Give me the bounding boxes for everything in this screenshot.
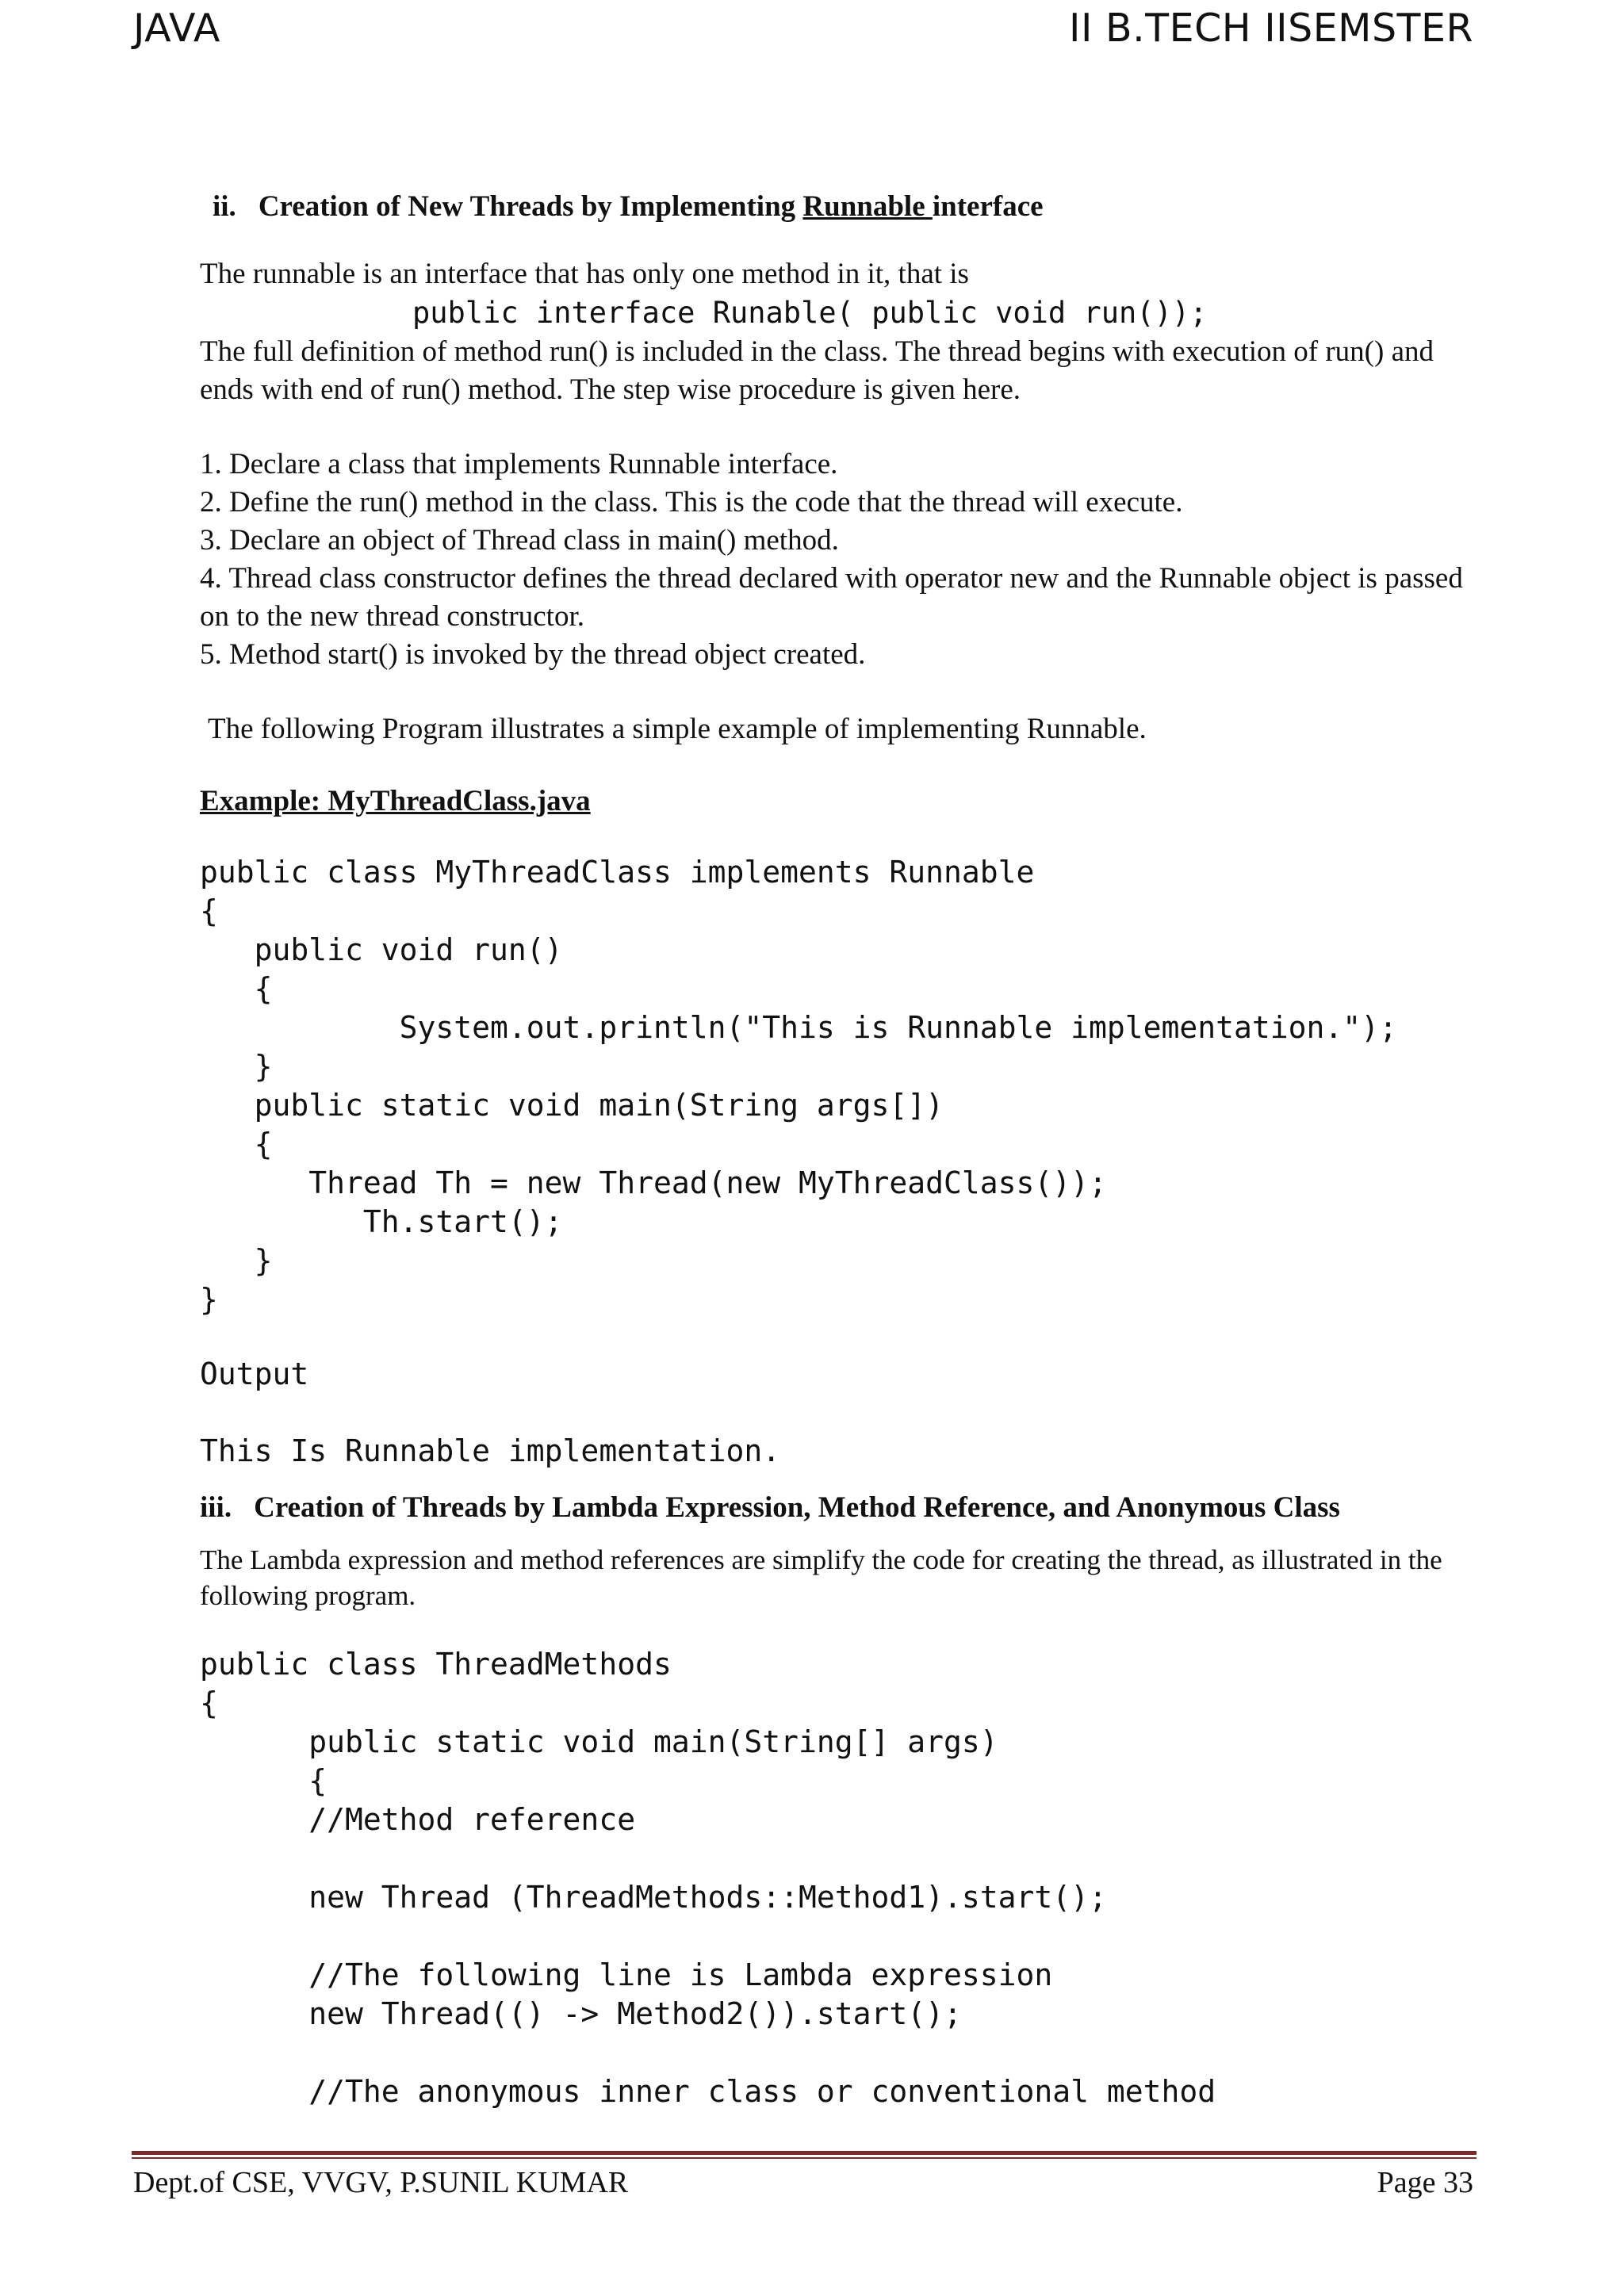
code-line: public static void main(String args[])	[200, 1088, 944, 1123]
section-heading-runnable	[200, 187, 1469, 227]
header-course: II B.TECH IISEMSTER	[1069, 6, 1473, 51]
code-line: {	[200, 1127, 273, 1161]
step-item: 3. Declare an object of Thread class in main() method.	[200, 524, 839, 557]
code-line: {	[200, 971, 273, 1006]
page-content	[200, 187, 1469, 2111]
code-line: public class MyThreadClass implements Runnable	[200, 855, 1035, 890]
section-number: iii.	[200, 1491, 232, 1524]
header-subject: JAVA	[133, 6, 220, 51]
program-intro: The following Program illustrates a simple example of implementing Runnable.	[208, 713, 1147, 745]
code-block-threadmethods	[200, 1645, 1469, 2111]
code-line: new Thread(() -> Method2()).start();	[200, 1996, 962, 2031]
output-label: Output	[200, 1357, 309, 1391]
code-line: public static void main(String[] args)	[200, 1724, 998, 1759]
code-line	[200, 1839, 1469, 1878]
code-line: {	[200, 1763, 327, 1798]
intro-paragraph: The runnable is an interface that has only one method in it, that is	[200, 258, 969, 290]
code-line: {	[200, 1686, 218, 1720]
code-line: Thread Th = new Thread(new MyThreadClass());	[200, 1165, 1107, 1200]
code-line: //Method reference	[200, 1802, 636, 1837]
code-line	[200, 2034, 1469, 2072]
section-heading-lambda	[200, 1488, 1469, 1528]
section-title-underlined: Runnable	[802, 190, 933, 223]
code-line: }	[200, 1049, 273, 1084]
lambda-paragraph: The Lambda expression and method references are simplify the code for creating the thread, as illustrated in the following program.	[200, 1544, 1442, 1611]
code-line: System.out.println("This is Runnable implementation.");	[200, 1010, 1397, 1045]
code-block-mythreadclass	[200, 853, 1469, 1319]
code-line: }	[200, 1282, 218, 1317]
page-number: Page 33	[1377, 2166, 1473, 2199]
example-title: Example: MyThreadClass.java	[200, 785, 591, 817]
code-line: }	[200, 1243, 273, 1278]
code-line: public void run()	[200, 932, 563, 967]
code-line: new Thread (ThreadMethods::Method1).start();	[200, 1880, 1107, 1915]
footer-divider	[132, 2151, 1477, 2155]
code-line: public class ThreadMethods	[200, 1647, 672, 1682]
footer-author: Dept.of CSE, VVGV, P.SUNIL KUMAR	[133, 2166, 629, 2199]
definition-paragraph: The full definition of method run() is included in the class. The thread begins with execution of run() and ends with end of run() method. The step wise procedure is given here.	[200, 335, 1434, 406]
step-item: 1. Declare a class that implements Runnable interface.	[200, 448, 838, 480]
section-title: Creation of Threads by Lambda Expression, Method Reference, and Anonymous Class	[254, 1491, 1340, 1524]
code-line: //The anonymous inner class or conventional method	[200, 2074, 1216, 2109]
section-number: ii.	[213, 190, 236, 223]
footer-divider-thin	[132, 2157, 1477, 2159]
step-item: 4. Thread class constructor defines the thread declared with operator new and the Runnable object is passed on to the new thread constructor.	[200, 562, 1463, 633]
section-title-suffix: interface	[932, 190, 1044, 223]
procedure-steps	[200, 446, 1469, 674]
code-line: {	[200, 894, 218, 928]
code-line: //The following line is Lambda expression	[200, 1957, 1053, 1992]
interface-code: public interface Runable( public void run());	[412, 296, 1208, 330]
step-item: 5. Method start() is invoked by the thread object created.	[200, 638, 866, 671]
code-line: Th.start();	[200, 1204, 563, 1239]
output-text: This Is Runnable implementation.	[200, 1433, 781, 1468]
code-line	[200, 1917, 1469, 1956]
step-item: 2. Define the run() method in the class. This is the code that the thread will execute.	[200, 486, 1183, 519]
section-title-prefix: Creation of New Threads by Implementing	[258, 190, 803, 223]
